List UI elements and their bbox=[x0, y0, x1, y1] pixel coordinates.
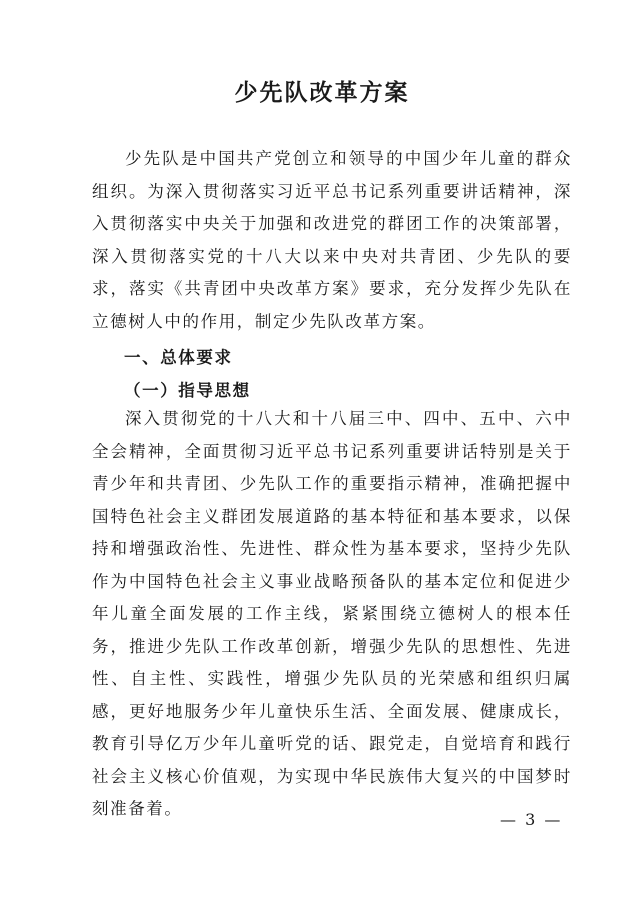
subsection-heading-guiding-ideology: （一）指导思想 bbox=[124, 381, 251, 400]
document-title: 少先队改革方案 bbox=[234, 79, 410, 106]
page-number: — 3 — bbox=[500, 810, 563, 829]
section-heading-overall-requirements: 一、总体要求 bbox=[124, 348, 233, 367]
intro-paragraph: 少先队是中国共产党创立和领导的中国少年儿童的群众组织。为深入贯彻落实习近平总书记系列重要讲话精神，深入贯彻落实中央关于加强和改进党的群团工作的决策部署，深入贯彻落实党的十八大以来中央对共青团、少先队的要求，落实《共青团中央改革方案》要求，充分发挥少先队在立德树人中的作用，制定少先队改革方案。 bbox=[92, 149, 572, 331]
guiding-ideology-paragraph: 深入贯彻党的十八大和十八届三中、四中、五中、六中全会精神，全面贯彻习近平总书记系列重要讲话特别是关于青少年和共青团、少先队工作的重要指示精神，准确把握中国特色社会主义群团发展道路的基本特征和基本要求，以保持和增强政治性、先进性、群众性为基本要求，坚持少先队作为中国特色社会主义事业战略预备队的基本定位和促进少年儿童全面发展的工作主线，紧紧围绕立德树人的根本任务，推进少先队工作改革创新，增强少先队的思想性、先进性、自主性、实践性，增强少先队员的光荣感和组织归属感，更好地服务少年儿童快乐生活、全面发展、健康成长，教育引导亿万少年儿童听党的话、跟党走，自觉培育和践行社会主义核心价值观，为实现中华民族伟大复兴的中国梦时刻准备着。 bbox=[92, 409, 572, 818]
